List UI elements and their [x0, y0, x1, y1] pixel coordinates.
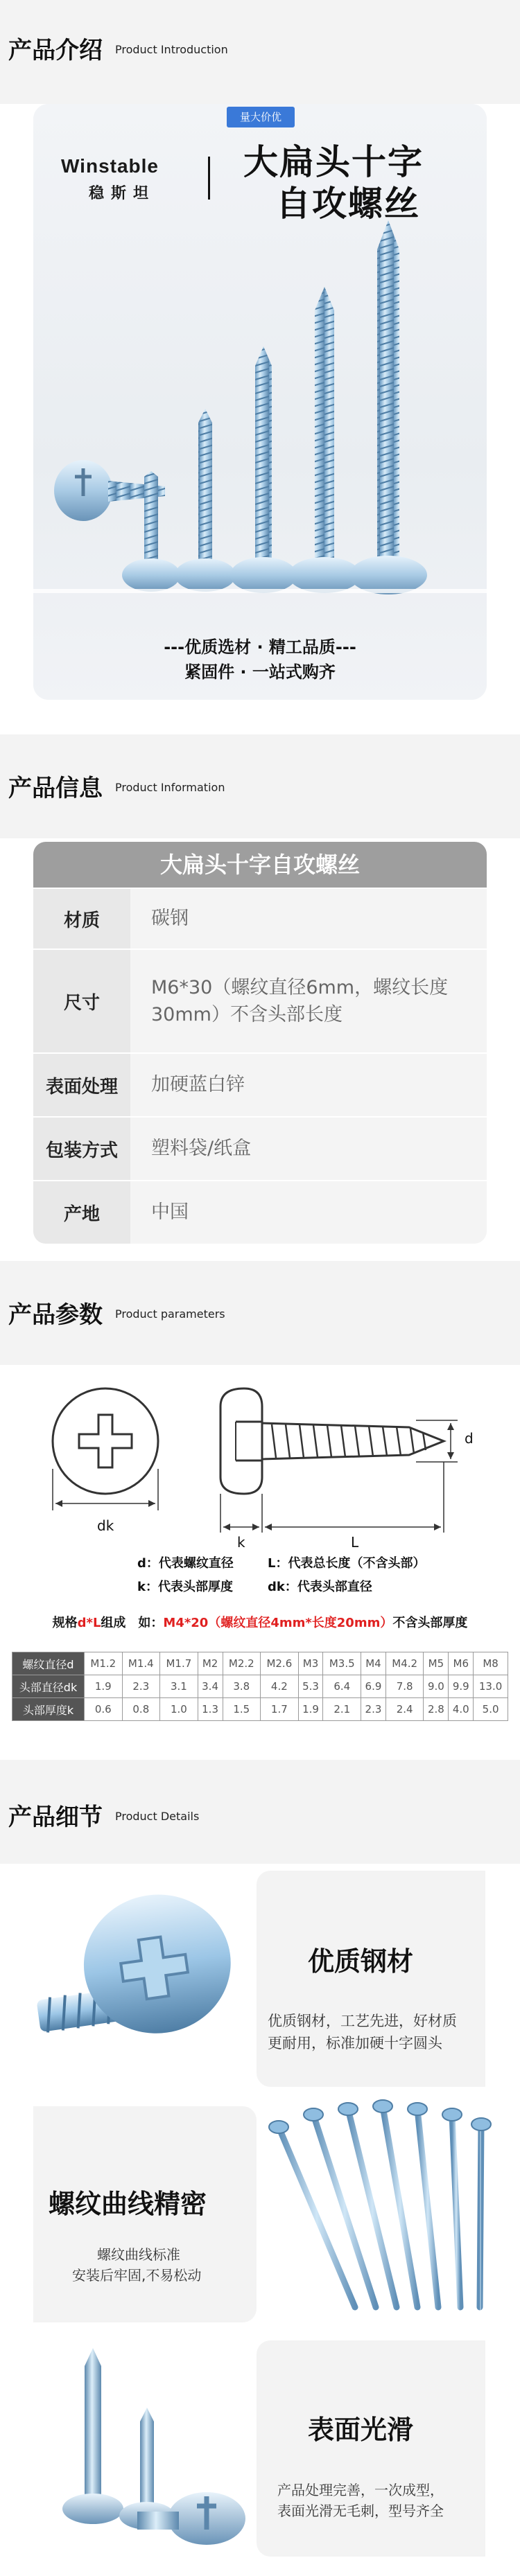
info-row	[33, 1052, 487, 1116]
section-title-zh: 产品参数	[8, 1301, 103, 1329]
info-table	[33, 842, 487, 1244]
table-cell: 9.9	[449, 1675, 474, 1698]
spec-suffix: 不含头部厚度	[392, 1616, 468, 1630]
detail-text: 产品处理完善，一次成型，	[277, 2482, 444, 2498]
detail-card-3-bg	[257, 2340, 485, 2557]
spec-format-note	[0, 1613, 520, 1631]
param-table	[12, 1652, 508, 1721]
slogan-line1: ---优质选材 · 精工品质---	[164, 637, 356, 657]
table-cell: 0.6	[85, 1698, 123, 1721]
info-value: 加硬蓝白锌	[151, 1074, 245, 1096]
table-cell: M1.2	[85, 1652, 123, 1675]
brand-divider	[208, 157, 210, 200]
table-cell: M4.2	[385, 1652, 424, 1675]
table-cell: 13.0	[474, 1675, 508, 1698]
dim-label-k: k	[237, 1534, 245, 1551]
spec-mid: 组成 如：	[101, 1616, 164, 1630]
table-cell: 1.9	[298, 1698, 323, 1721]
detail-text: 优质钢材，工艺先进，好材质	[268, 2013, 457, 2029]
table-cell: M6	[449, 1652, 474, 1675]
table-row	[12, 1652, 508, 1675]
table-cell: M2.6	[261, 1652, 299, 1675]
detail-text: 螺纹曲线标准	[97, 2246, 180, 2263]
table-cell: M3.5	[323, 1652, 361, 1675]
table-cell: M3	[298, 1652, 323, 1675]
section-header-details	[0, 1760, 520, 1864]
table-cell: 1.5	[223, 1698, 261, 1721]
detail-screw-photo-2	[265, 2099, 494, 2321]
table-cell: 1.0	[160, 1698, 198, 1721]
legend-d: d：代表螺纹直径	[137, 1556, 234, 1571]
table-cell: 3.4	[198, 1675, 223, 1698]
detail-text: 更耐用，标准加硬十字圆头	[268, 2035, 442, 2052]
hero-title-line1: 大扁头十字	[243, 142, 424, 182]
legend-dk: dk：代表头部直径	[268, 1580, 372, 1594]
info-value: 中国	[151, 1201, 189, 1224]
detail-text: 表面光滑无毛刺，型号齐全	[277, 2503, 444, 2519]
table-cell: M2	[198, 1652, 223, 1675]
screw-side-view	[220, 1388, 458, 1533]
table-cell: 2.3	[361, 1698, 386, 1721]
info-key: 表面处理	[33, 1054, 130, 1116]
table-cell: 1.9	[85, 1675, 123, 1698]
table-cell: M8	[474, 1652, 508, 1675]
hero-banner	[33, 104, 487, 700]
spec-example: M4*20（螺纹直径4mm*长度20mm）	[163, 1616, 393, 1630]
legend-L: L：代表总长度（不含头部）	[268, 1556, 426, 1571]
detail-screw-photo-1	[28, 1878, 257, 2085]
screw-head-front-view	[53, 1388, 158, 1510]
slogan-line2: 紧固件 · 一站式购齐	[184, 662, 336, 682]
brand-logo-zh: 稳斯坦	[89, 185, 156, 202]
detail-text: 安装后牢固,不易松动	[72, 2267, 202, 2284]
section-header-info	[0, 734, 520, 838]
detail-heading: 螺纹曲线精密	[49, 2189, 207, 2219]
table-cell: 2.4	[385, 1698, 424, 1721]
table-cell: 6.4	[323, 1675, 361, 1698]
table-cell: M5	[424, 1652, 449, 1675]
table-cell: M1.4	[122, 1652, 160, 1675]
section-header-intro	[0, 0, 520, 104]
section-title-zh: 产品介绍	[8, 37, 103, 64]
table-cell: 4.0	[449, 1698, 474, 1721]
info-table-title: 大扁头十字自攻螺丝	[33, 842, 487, 888]
table-cell: 7.8	[385, 1675, 424, 1698]
table-row	[12, 1698, 508, 1721]
table-row	[12, 1675, 508, 1698]
detail-card-1-bg	[257, 1871, 485, 2087]
spec-format: d*L	[77, 1616, 101, 1630]
info-value: M6*30（螺纹直径6mm，螺纹长度30mm）不含头部长度	[151, 976, 449, 1025]
section-title-zh: 产品细节	[8, 1803, 103, 1831]
spec-prefix: 规格	[52, 1616, 78, 1630]
row-header: 螺纹直径d	[12, 1652, 85, 1675]
info-key: 材质	[33, 889, 130, 949]
table-cell: 3.8	[223, 1675, 261, 1698]
section-title-zh: 产品信息	[8, 775, 103, 802]
brand-logo: Winstable	[61, 155, 159, 177]
table-cell: M2.2	[223, 1652, 261, 1675]
hero-title-line2: 自攻螺丝	[276, 184, 420, 224]
table-cell: M1.7	[160, 1652, 198, 1675]
table-cell: 1.3	[198, 1698, 223, 1721]
table-cell: 3.1	[160, 1675, 198, 1698]
dim-label-d: d	[465, 1430, 474, 1447]
screw-upright-2	[175, 409, 236, 592]
info-row	[33, 949, 487, 1052]
dimension-diagram	[0, 1365, 520, 1594]
table-cell: 2.8	[424, 1698, 449, 1721]
info-value: 塑料袋/纸盒	[151, 1138, 252, 1160]
info-key: 包装方式	[33, 1118, 130, 1180]
detail-screw-photo-3	[33, 2345, 255, 2553]
dim-label-L: L	[351, 1534, 359, 1551]
table-cell: M4	[361, 1652, 386, 1675]
section-header-params	[0, 1261, 520, 1365]
detail-heading: 表面光滑	[308, 2415, 414, 2445]
legend-k: k：代表头部厚度	[137, 1580, 233, 1594]
row-header: 头部直径dk	[12, 1675, 85, 1698]
section-title-en: Product Information	[115, 781, 225, 794]
price-badge: 量大价优	[227, 107, 295, 127]
section-title-en: Product Details	[115, 1810, 200, 1823]
table-cell: 6.9	[361, 1675, 386, 1698]
table-cell: 4.2	[261, 1675, 299, 1698]
table-cell: 2.3	[122, 1675, 160, 1698]
screw-upright-4	[288, 287, 361, 593]
table-cell: 5.0	[474, 1698, 508, 1721]
info-key: 尺寸	[33, 950, 130, 1052]
table-cell: 1.7	[261, 1698, 299, 1721]
section-title-en: Product Introduction	[115, 43, 228, 56]
info-key: 产地	[33, 1181, 130, 1244]
detail-heading: 优质钢材	[308, 1946, 414, 1977]
dim-label-dk: dk	[97, 1517, 114, 1534]
row-header: 头部厚度k	[12, 1698, 85, 1721]
table-cell: 0.8	[122, 1698, 160, 1721]
info-row	[33, 888, 487, 949]
section-title-en: Product parameters	[115, 1307, 225, 1321]
info-value: 碳钢	[151, 908, 189, 930]
info-row	[33, 1180, 487, 1244]
screw-upright-3	[230, 346, 297, 593]
table-cell: 9.0	[424, 1675, 449, 1698]
info-row	[33, 1116, 487, 1180]
screw-upright-5	[349, 220, 427, 594]
table-cell: 2.1	[323, 1698, 361, 1721]
table-cell: 5.3	[298, 1675, 323, 1698]
